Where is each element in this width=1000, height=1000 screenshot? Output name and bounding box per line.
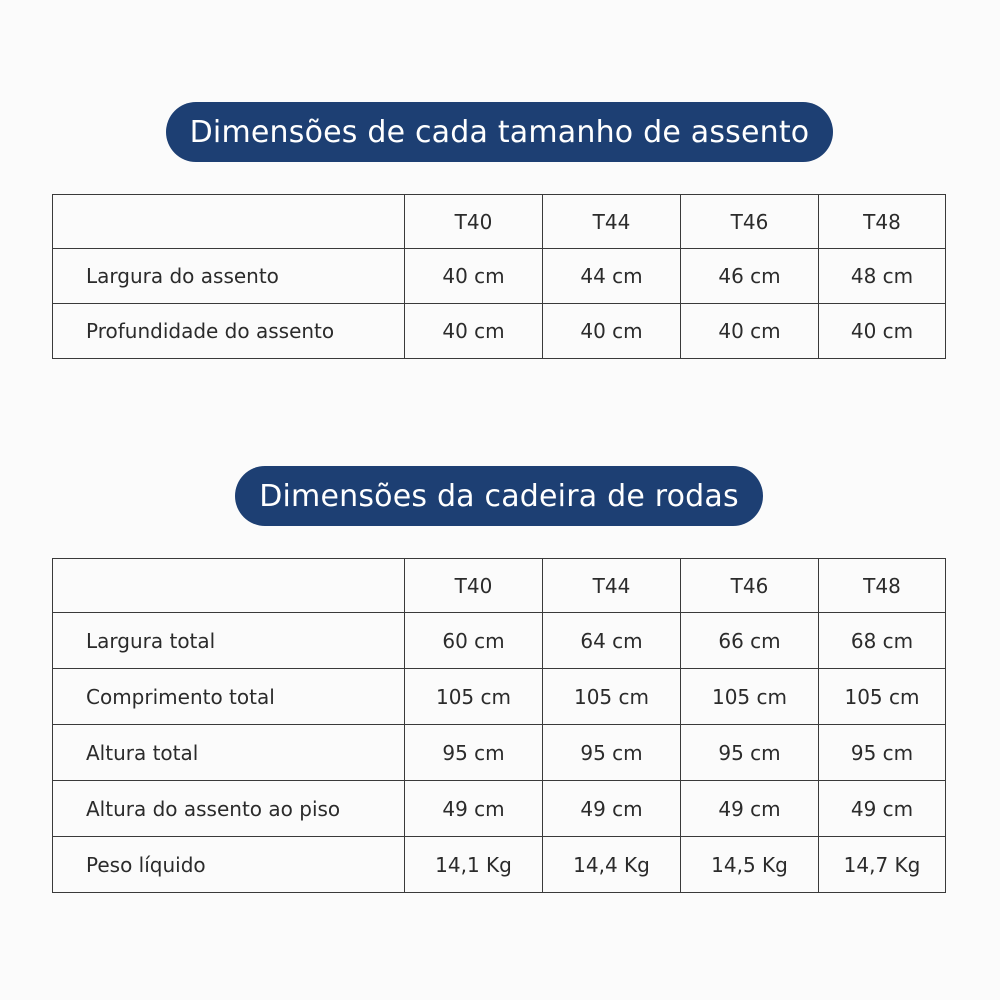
table-row: [53, 781, 946, 837]
table-cell: 46 cm: [681, 249, 819, 304]
table-cell: 14,5 Kg: [681, 837, 819, 893]
header-empty-cell: [53, 559, 405, 613]
table-cell: 105 cm: [405, 669, 543, 725]
table-row: [53, 613, 946, 669]
seat-dimensions-table: [52, 194, 946, 359]
row-label: Altura total: [53, 725, 405, 781]
row-label: Largura total: [53, 613, 405, 669]
table-cell: 95 cm: [819, 725, 946, 781]
table-cell: 49 cm: [543, 781, 681, 837]
column-header: T44: [543, 559, 681, 613]
wheelchair-dimensions-table: [52, 558, 946, 893]
seat-dimensions-title: Dimensões de cada tamanho de assento: [166, 102, 833, 162]
table-cell: 40 cm: [819, 304, 946, 359]
table-header-row: [53, 559, 946, 613]
column-header: T40: [405, 195, 543, 249]
table-cell: 95 cm: [405, 725, 543, 781]
table-cell: 68 cm: [819, 613, 946, 669]
row-label: Altura do assento ao piso: [53, 781, 405, 837]
table-row: [53, 249, 946, 304]
table-row: [53, 669, 946, 725]
row-label: Peso líquido: [53, 837, 405, 893]
table-row: [53, 725, 946, 781]
table-cell: 105 cm: [681, 669, 819, 725]
row-label: Largura do assento: [53, 249, 405, 304]
table-cell: 14,1 Kg: [405, 837, 543, 893]
row-label: Comprimento total: [53, 669, 405, 725]
column-header: T44: [543, 195, 681, 249]
table-cell: 66 cm: [681, 613, 819, 669]
table-header-row: [53, 195, 946, 249]
column-header: T40: [405, 559, 543, 613]
table-cell: 40 cm: [543, 304, 681, 359]
table-cell: 49 cm: [819, 781, 946, 837]
column-header: T46: [681, 559, 819, 613]
table-cell: 40 cm: [405, 249, 543, 304]
wheelchair-dimensions-title: Dimensões da cadeira de rodas: [235, 466, 763, 526]
table-cell: 95 cm: [543, 725, 681, 781]
table-cell: 14,4 Kg: [543, 837, 681, 893]
column-header: T48: [819, 195, 946, 249]
table-cell: 105 cm: [543, 669, 681, 725]
table-cell: 40 cm: [405, 304, 543, 359]
row-label: Profundidade do assento: [53, 304, 405, 359]
table-row: [53, 837, 946, 893]
column-header: T48: [819, 559, 946, 613]
table-cell: 44 cm: [543, 249, 681, 304]
table-cell: 40 cm: [681, 304, 819, 359]
header-empty-cell: [53, 195, 405, 249]
table-cell: 49 cm: [405, 781, 543, 837]
table-cell: 64 cm: [543, 613, 681, 669]
table-cell: 105 cm: [819, 669, 946, 725]
column-header: T46: [681, 195, 819, 249]
table-cell: 49 cm: [681, 781, 819, 837]
table-row: [53, 304, 946, 359]
table-cell: 95 cm: [681, 725, 819, 781]
table-cell: 14,7 Kg: [819, 837, 946, 893]
table-cell: 48 cm: [819, 249, 946, 304]
table-cell: 60 cm: [405, 613, 543, 669]
